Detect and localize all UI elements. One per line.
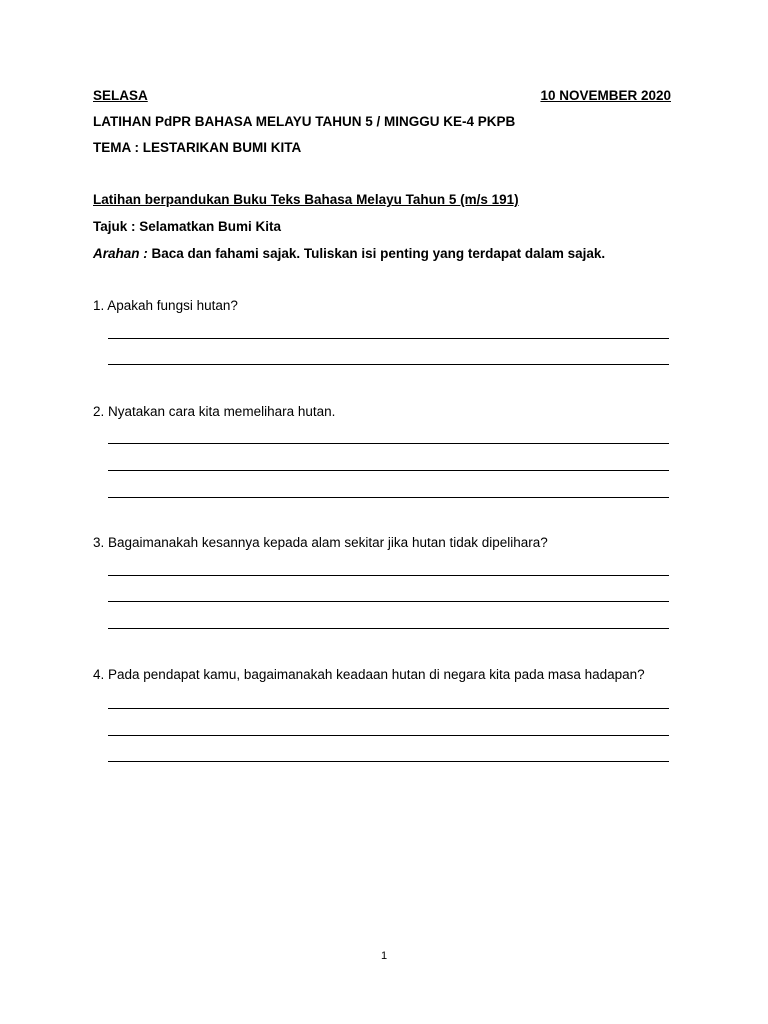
worksheet-title: LATIHAN PdPR BAHASA MELAYU TAHUN 5 / MINGGU KE-4 PKPB	[93, 114, 516, 129]
answer-line[interactable]	[108, 735, 669, 736]
instruction-label: Arahan :	[93, 246, 148, 261]
answer-line[interactable]	[108, 497, 669, 498]
answer-line[interactable]	[108, 364, 669, 365]
theme-heading: TEMA : LESTARIKAN BUMI KITA	[93, 140, 302, 155]
instruction	[93, 246, 605, 262]
date-label: 10 NOVEMBER 2020	[540, 88, 671, 103]
instruction-text: Baca dan fahami sajak. Tuliskan isi penting yang terdapat dalam sajak.	[147, 246, 606, 261]
answer-line[interactable]	[108, 708, 669, 709]
question-4: 4. Pada pendapat kamu, bagaimanakah keadaan hutan di negara kita pada masa hadapan?	[93, 667, 645, 682]
answer-line[interactable]	[108, 338, 669, 339]
question-2: 2. Nyatakan cara kita memelihara hutan.	[93, 404, 336, 419]
answer-line[interactable]	[108, 575, 669, 576]
question-3: 3. Bagaimanakah kesannya kepada alam sekitar jika hutan tidak dipelihara?	[93, 535, 548, 550]
answer-line[interactable]	[108, 628, 669, 629]
answer-line[interactable]	[108, 470, 669, 471]
answer-line[interactable]	[108, 761, 669, 762]
day-label: SELASA	[93, 88, 148, 103]
question-1: 1. Apakah fungsi hutan?	[93, 298, 238, 313]
topic-title: Tajuk : Selamatkan Bumi Kita	[93, 219, 282, 234]
answer-line[interactable]	[108, 443, 669, 444]
page-number: 1	[380, 950, 388, 962]
answer-line[interactable]	[108, 601, 669, 602]
textbook-reference: Latihan berpandukan Buku Teks Bahasa Melayu Tahun 5 (m/s 191)	[93, 192, 519, 207]
